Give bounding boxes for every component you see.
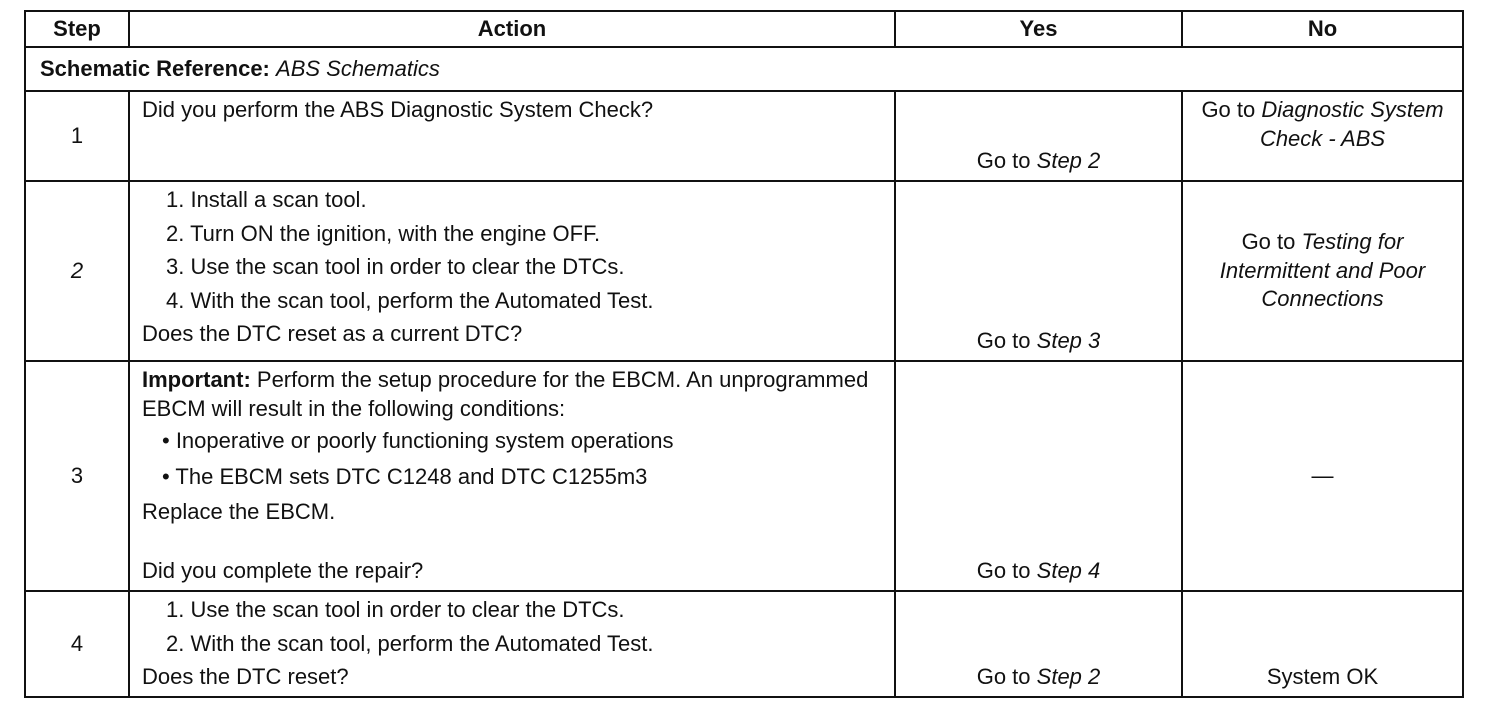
step-number: 1 (25, 91, 129, 181)
yes-step-link[interactable]: Step 2 (1036, 148, 1101, 174)
condition-list (142, 427, 882, 491)
list-item: 3. Use the scan tool in order to clear the DTCs. (166, 254, 625, 280)
header-action: Action (129, 11, 895, 47)
important-note (142, 366, 882, 423)
header-step: Step (25, 11, 129, 47)
step-number: 3 (25, 361, 129, 591)
list-item: 2. With the scan tool, perform the Automated Test. (166, 630, 654, 656)
yes-cell (895, 91, 1182, 181)
action-cell (129, 361, 895, 591)
action-steps (142, 186, 882, 315)
action-cell (129, 591, 895, 697)
no-prefix: Go to (1241, 229, 1296, 255)
yes-prefix: Go to (976, 148, 1031, 174)
diagnostic-table (24, 10, 1464, 698)
schematic-reference (25, 47, 1463, 91)
action-question: Did you complete the repair? (142, 557, 424, 583)
reference-link[interactable]: ABS Schematics (276, 55, 440, 81)
list-item: • Inoperative or poorly functioning system operations (162, 428, 674, 454)
yes-cell (895, 361, 1182, 591)
yes-step-link[interactable]: Step 2 (1036, 664, 1101, 690)
yes-prefix: Go to (976, 558, 1031, 584)
no-link[interactable]: Testing for Intermittent and Poor Connections (1219, 229, 1426, 312)
table-row (25, 91, 1463, 181)
reference-label: Schematic Reference: (40, 55, 270, 81)
no-cell (1182, 91, 1463, 181)
table-row (25, 361, 1463, 591)
no-cell (1182, 181, 1463, 361)
yes-prefix: Go to (976, 328, 1031, 354)
action-question: Did you perform the ABS Diagnostic System Check? (142, 97, 654, 122)
yes-cell (895, 181, 1182, 361)
yes-step-link[interactable]: Step 4 (1036, 558, 1101, 584)
yes-prefix: Go to (976, 664, 1031, 690)
no-cell (1182, 591, 1463, 697)
important-label: Important: (142, 367, 251, 392)
list-item: • The EBCM sets DTC C1248 and DTC C1255m3 (162, 463, 648, 489)
header-no: No (1182, 11, 1463, 47)
no-link[interactable]: Diagnostic System Check - ABS (1259, 97, 1444, 151)
table-row (25, 181, 1463, 361)
action-instruction: Replace the EBCM. (142, 499, 336, 525)
no-dash: — (1311, 462, 1334, 488)
no-cell (1182, 361, 1463, 591)
list-item: 4. With the scan tool, perform the Automated Test. (166, 287, 654, 313)
action-question: Does the DTC reset as a current DTC? (142, 321, 523, 347)
table-row (25, 591, 1463, 697)
step-number: 4 (25, 591, 129, 697)
yes-step-link[interactable]: Step 3 (1036, 328, 1101, 354)
action-question: Does the DTC reset? (142, 664, 349, 690)
step-number: 2 (25, 181, 129, 361)
no-prefix: Go to (1201, 97, 1256, 122)
list-item: 1. Install a scan tool. (166, 187, 367, 212)
header-yes: Yes (895, 11, 1182, 47)
action-steps (142, 596, 882, 658)
important-text: Perform the setup procedure for the EBCM. An unprogrammed EBCM will result in the following conditions: (142, 367, 869, 421)
no-result: System OK (1266, 664, 1379, 690)
list-item: 1. Use the scan tool in order to clear the DTCs. (166, 597, 625, 622)
header-row (25, 11, 1463, 47)
list-item: 2. Turn ON the ignition, with the engine OFF. (166, 220, 601, 246)
action-cell (129, 91, 895, 181)
action-cell (129, 181, 895, 361)
reference-row (25, 47, 1463, 91)
yes-cell (895, 591, 1182, 697)
